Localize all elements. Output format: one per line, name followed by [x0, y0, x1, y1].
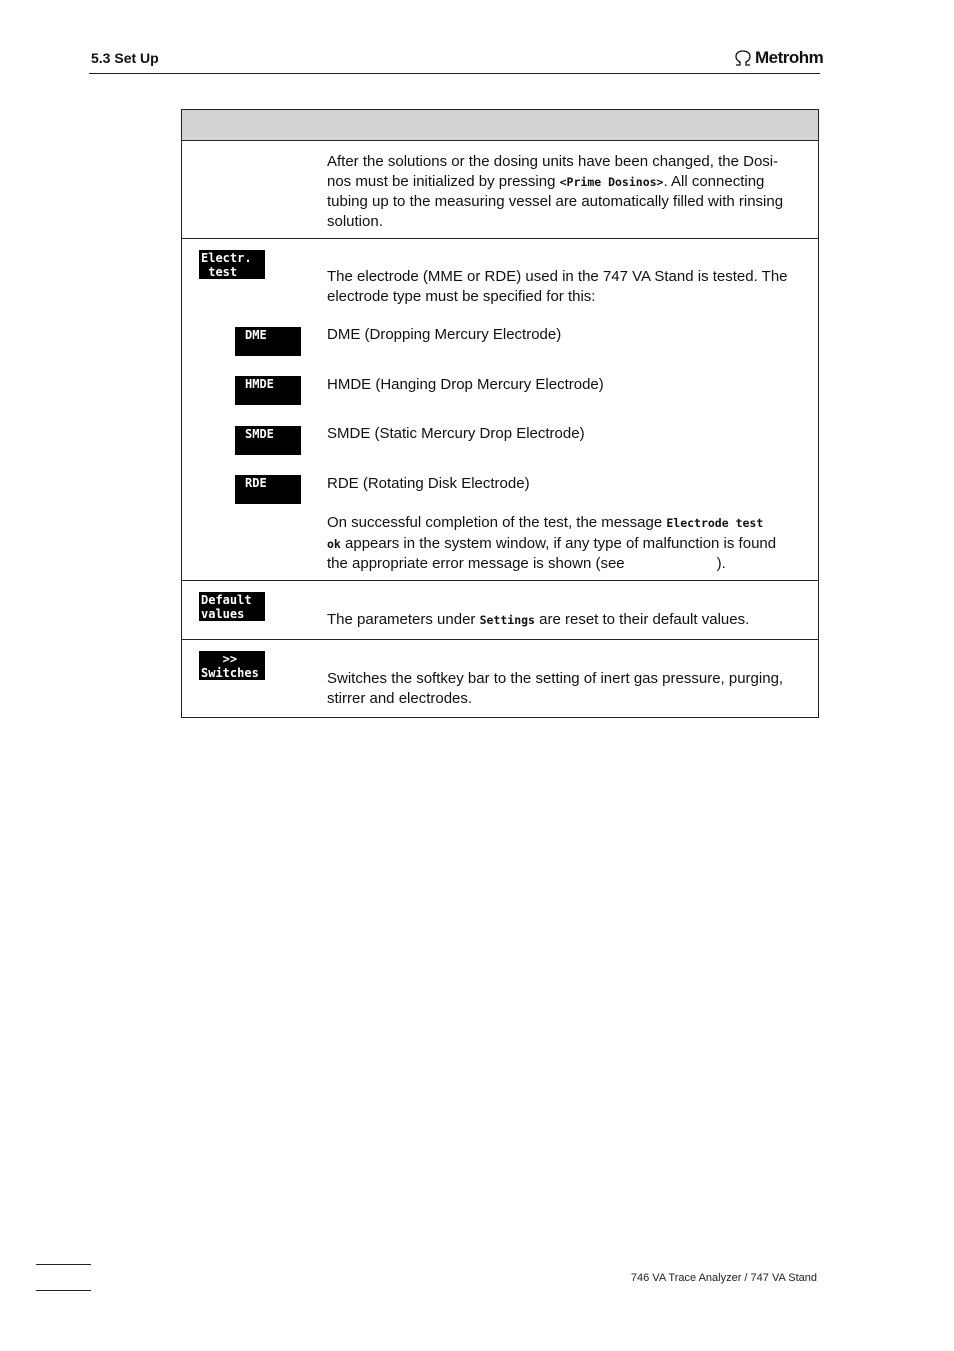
header-rule: [89, 73, 820, 74]
text-fragment: the appropriate error message is shown (see: [327, 555, 625, 572]
table-row-default-values: [182, 581, 818, 640]
hmde-softkey[interactable]: HMDE: [235, 376, 301, 405]
message-reference: Electrode test: [666, 516, 764, 530]
smde-softkey[interactable]: SMDE: [235, 426, 301, 455]
smde-description: SMDE (Static Mercury Drop Electrode): [327, 425, 585, 442]
default-values-softkey[interactable]: Default values: [199, 592, 265, 621]
table-row-switches: [182, 640, 818, 717]
table-header: [182, 110, 818, 141]
metrohm-logo: [733, 48, 823, 68]
table-row-prime-dosinos: [182, 141, 818, 239]
text-line: [327, 554, 803, 574]
text-fragment: ).: [716, 555, 726, 572]
footer-product: 746 VA Trace Analyzer / 747 VA Stand: [630, 1272, 817, 1284]
text-line: [327, 534, 803, 555]
softkey-table: [181, 109, 819, 718]
switches-softkey[interactable]: >> Switches: [199, 651, 265, 680]
text-line: electrode type must be specified for this:: [327, 287, 596, 305]
electrode-test-intro: [327, 267, 803, 306]
key-reference: <Prime Dosinos>: [559, 174, 664, 189]
footer-rule: [36, 1290, 91, 1291]
dme-description: DME (Dropping Mercury Electrode): [327, 326, 562, 343]
electrode-test-softkey[interactable]: Electr. test: [199, 250, 265, 279]
text-line: [327, 172, 803, 193]
logo-text: Metrohm: [755, 48, 824, 67]
text-line: After the solutions or the dosing units have been changed, the Dosi-: [327, 153, 779, 170]
text-line: [327, 513, 803, 534]
prime-dosinos-description: [327, 152, 803, 231]
table-row-electrode-test: [182, 239, 818, 581]
text-fragment: . All connecting: [663, 172, 765, 190]
text-line: stirrer and electrodes.: [327, 689, 473, 707]
default-values-description: [327, 610, 803, 631]
text-line: Switches the softkey bar to the setting of inert gas pressure, purging,: [327, 670, 784, 687]
footer-rule: [36, 1264, 91, 1265]
switches-description: [327, 669, 803, 708]
text-fragment: The parameters under: [327, 611, 480, 628]
rde-description: RDE (Rotating Disk Electrode): [327, 475, 530, 492]
text-line: The electrode (MME or RDE) used in the 747 VA Stand is tested. The: [327, 268, 788, 285]
text-fragment: nos must be initialized by pressing: [327, 172, 560, 190]
electrode-test-result: [327, 513, 803, 574]
rde-softkey[interactable]: RDE: [235, 475, 301, 504]
text-line: tubing up to the measuring vessel are automatically filled with rinsing: [327, 193, 784, 210]
text-fragment: On successful completion of the test, the message: [327, 514, 667, 531]
message-reference: ok: [327, 536, 341, 551]
section-heading: 5.3 Set Up: [91, 50, 159, 66]
dme-softkey[interactable]: DME: [235, 327, 301, 356]
hmde-description: HMDE (Hanging Drop Mercury Electrode): [327, 376, 604, 393]
omega-icon: [733, 50, 753, 66]
text-line: solution.: [327, 212, 383, 230]
text-fragment: appears in the system window, if any type of malfunction is found: [340, 534, 777, 552]
settings-reference: Settings: [479, 613, 535, 627]
text-fragment: are reset to their default values.: [534, 611, 750, 628]
